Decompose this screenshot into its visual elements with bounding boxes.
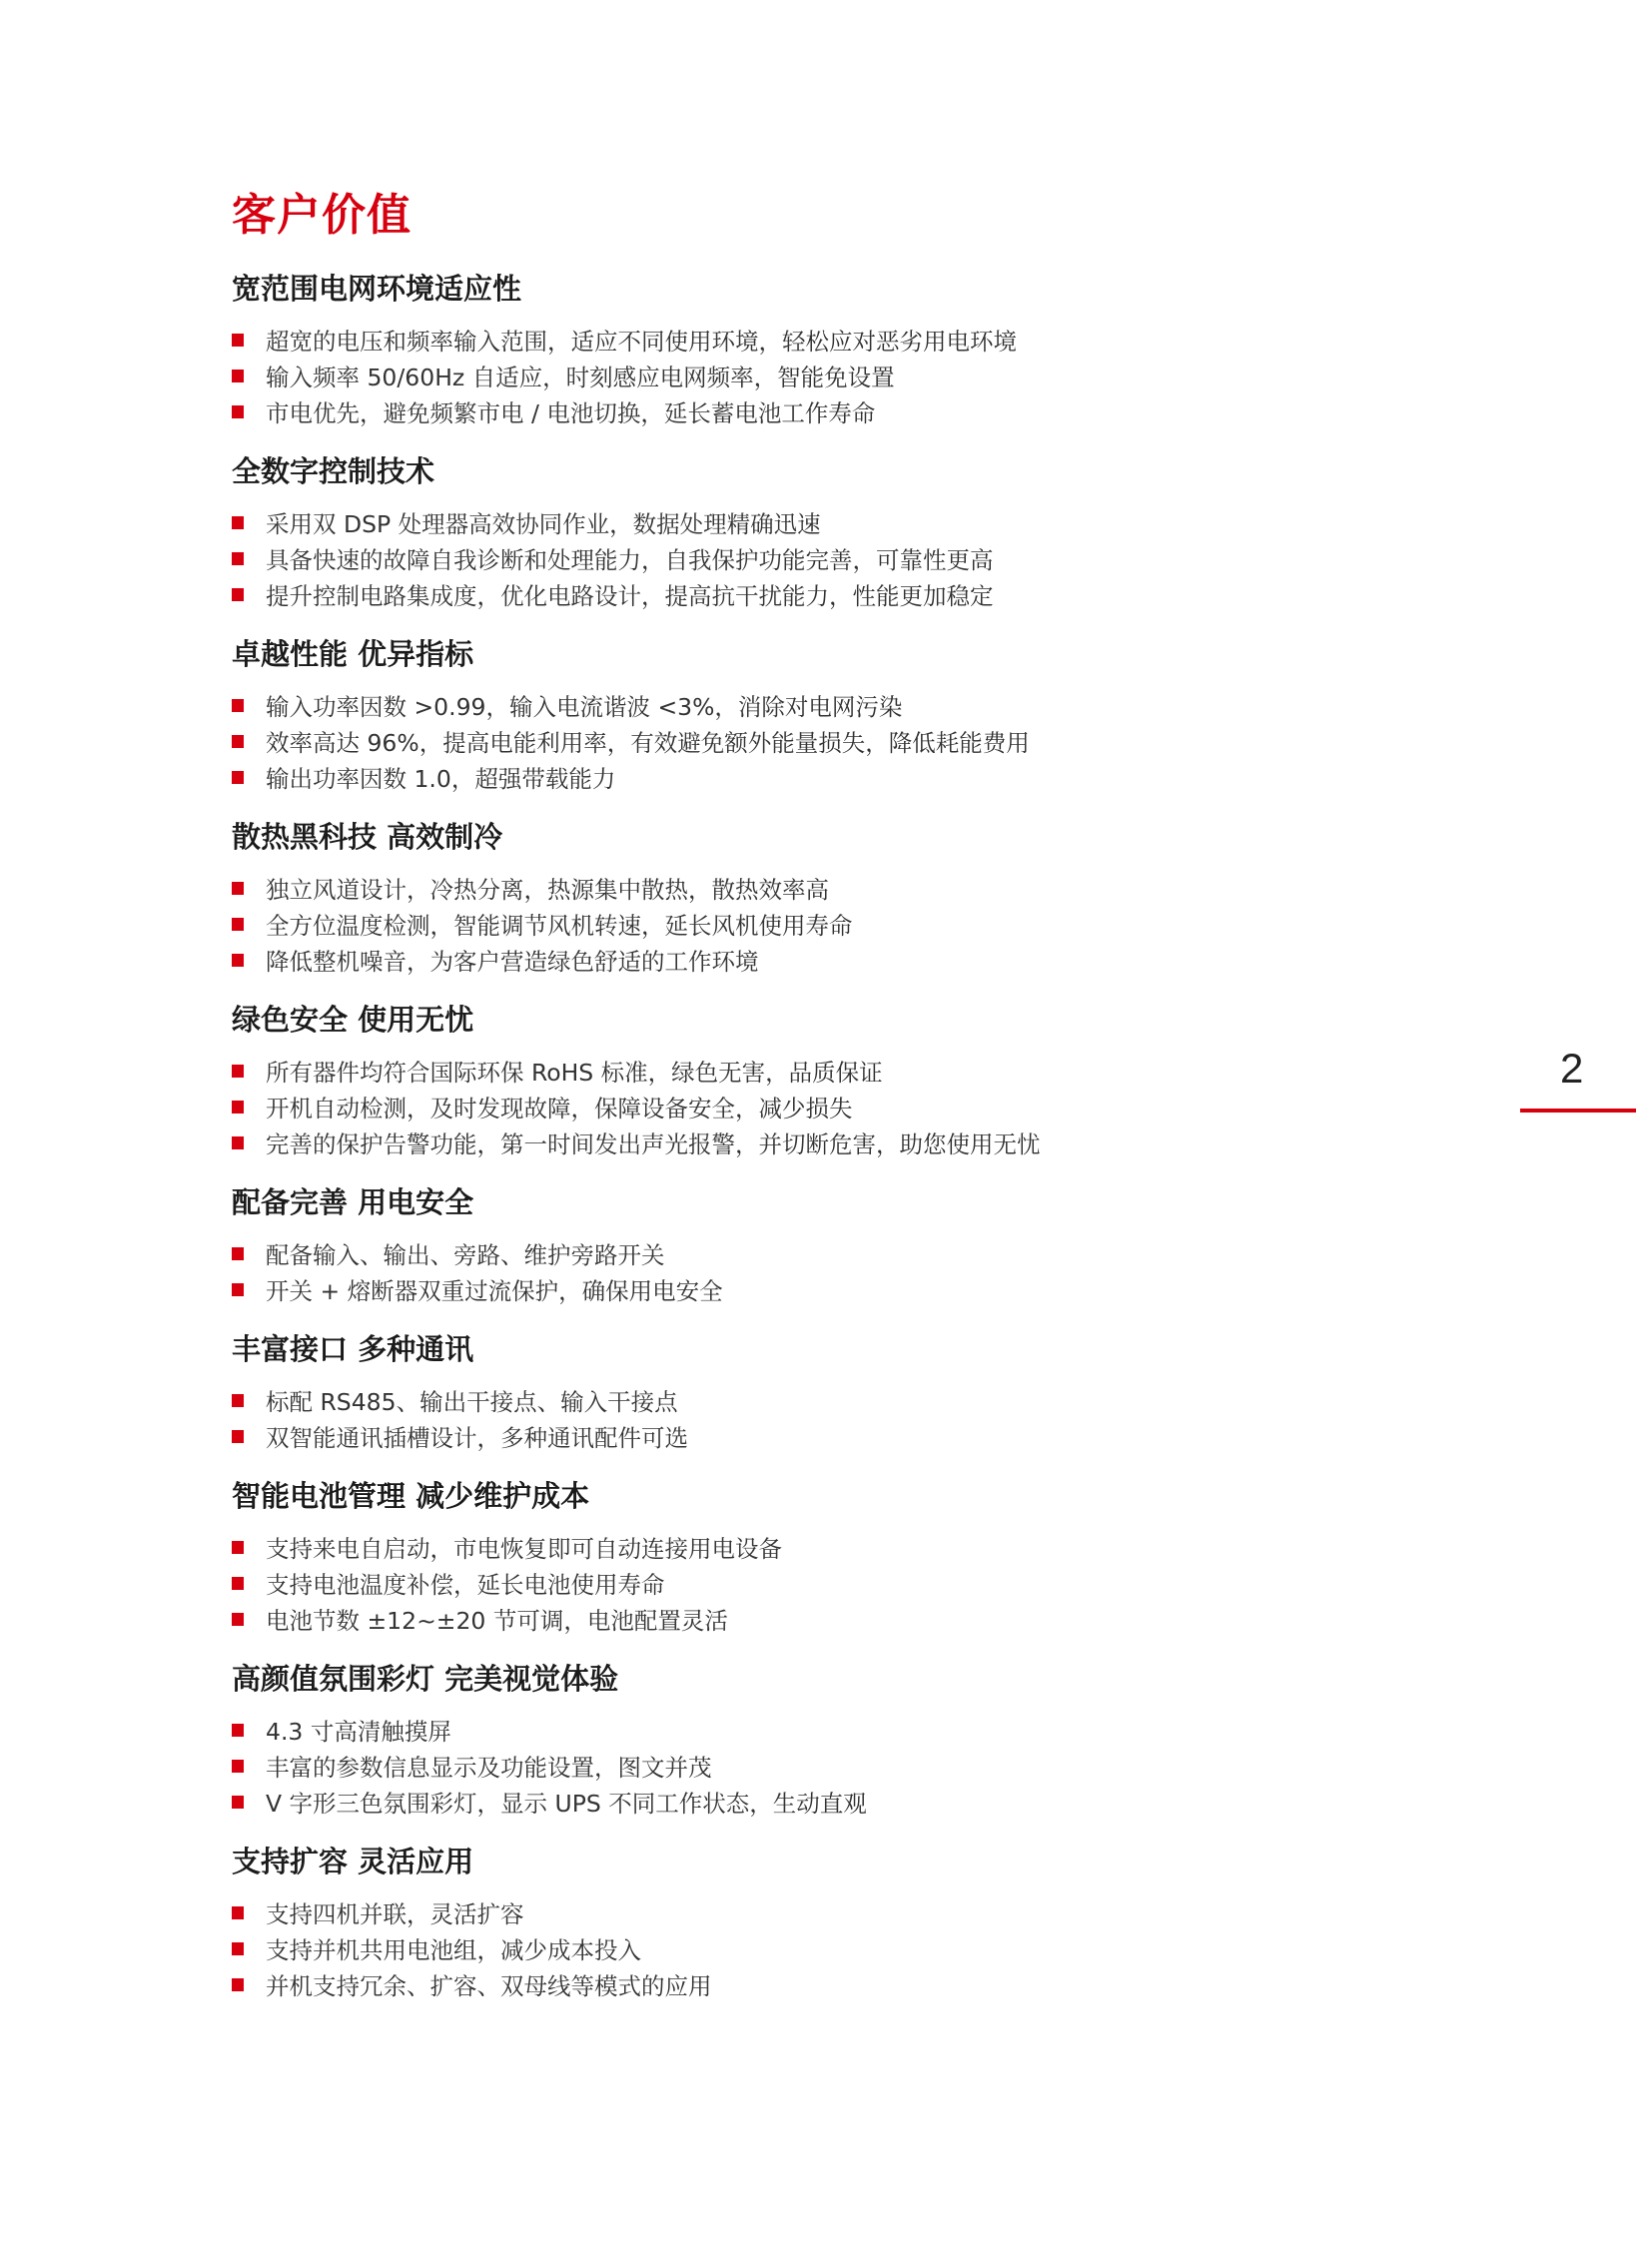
page-number: 2: [1560, 1045, 1584, 1092]
bullet-text: 效率高达 96%，提高电能利用率，有效避免额外能量损失，降低耗能费用: [266, 729, 1030, 757]
red-square-bullet-icon: [232, 516, 244, 529]
red-square-bullet-icon: [232, 735, 244, 748]
bullet-text: 丰富的参数信息显示及功能设置，图文并茂: [266, 1754, 712, 1782]
bullet-item: [232, 1053, 1380, 1089]
bullet-text: 支持来电自启动，市电恢复即可自动连接用电设备: [266, 1535, 782, 1563]
red-square-bullet-icon: [232, 1101, 244, 1114]
bullet-item: [232, 1382, 1380, 1418]
bullet-item: [232, 942, 1380, 978]
red-square-bullet-icon: [232, 1541, 244, 1554]
bullet-text: 标配 RS485、输出干接点、输入干接点: [266, 1388, 678, 1416]
red-square-bullet-icon: [232, 552, 244, 565]
section: [232, 451, 1380, 612]
red-square-bullet-icon: [232, 882, 244, 895]
red-square-bullet-icon: [232, 1942, 244, 1955]
bullet-text: 开机自动检测，及时发现故障，保障设备安全，减少损失: [266, 1095, 853, 1122]
section: [232, 269, 1380, 429]
bullet-item: [232, 906, 1380, 942]
section-heading: 宽范围电网环境适应性: [232, 272, 522, 306]
bullet-text: 采用双 DSP 处理器高效协同作业，数据处理精确迅速: [266, 510, 821, 538]
bullet-text: 具备快速的故障自我诊断和处理能力，自我保护功能完善，可靠性更高: [266, 546, 994, 574]
red-square-bullet-icon: [232, 1906, 244, 1919]
red-square-bullet-icon: [232, 1613, 244, 1626]
value-sections: [232, 269, 1380, 2024]
red-square-bullet-icon: [232, 1136, 244, 1149]
red-square-bullet-icon: [232, 1247, 244, 1260]
bullet-item: [232, 1565, 1380, 1601]
section: [232, 1000, 1380, 1160]
bullet-text: 提升控制电路集成度，优化电路设计，提高抗干扰能力，性能更加稳定: [266, 582, 994, 610]
red-square-bullet-icon: [232, 954, 244, 967]
section: [232, 1329, 1380, 1454]
page-number-underline: [1520, 1109, 1636, 1113]
red-square-bullet-icon: [232, 370, 244, 382]
bullet-item: [232, 540, 1380, 576]
bullet-item: [232, 1529, 1380, 1565]
bullet-text: 输出功率因数 1.0，超强带载能力: [266, 765, 616, 793]
bullet-text: 支持四机并联，灵活扩容: [266, 1900, 524, 1928]
bullet-item: [232, 759, 1380, 795]
red-square-bullet-icon: [232, 588, 244, 601]
bullet-item: [232, 687, 1380, 723]
bullet-text: 输入频率 50/60Hz 自适应，时刻感应电网频率，智能免设置: [266, 364, 895, 391]
bullet-text: 支持电池温度补偿，延长电池使用寿命: [266, 1571, 665, 1599]
red-square-bullet-icon: [232, 771, 244, 784]
section-heading: 配备完善 用电安全: [232, 1185, 474, 1219]
bullet-text: 全方位温度检测，智能调节风机转速，延长风机使用寿命: [266, 912, 853, 940]
bullet-item: [232, 723, 1380, 759]
bullet-item: [232, 1894, 1380, 1930]
section: [232, 1659, 1380, 1820]
bullet-item: [232, 358, 1380, 393]
section: [232, 817, 1380, 978]
bullet-item: [232, 393, 1380, 429]
red-square-bullet-icon: [232, 699, 244, 712]
bullet-item: [232, 1124, 1380, 1160]
red-square-bullet-icon: [232, 1065, 244, 1078]
bullet-item: [232, 1235, 1380, 1271]
bullet-text: 支持并机共用电池组，减少成本投入: [266, 1936, 641, 1964]
bullet-item: [232, 1089, 1380, 1124]
section-heading: 智能电池管理 减少维护成本: [232, 1479, 590, 1513]
red-square-bullet-icon: [232, 1394, 244, 1407]
bullet-item: [232, 1966, 1380, 2002]
bullet-text: 双智能通讯插槽设计，多种通讯配件可选: [266, 1424, 688, 1452]
section: [232, 1476, 1380, 1637]
bullet-text: 开关 + 熔断器双重过流保护，确保用电安全: [266, 1277, 723, 1305]
section: [232, 1842, 1380, 2002]
bullet-text: 市电优先，避免频繁市电 / 电池切换，延长蓄电池工作寿命: [266, 399, 876, 427]
red-square-bullet-icon: [232, 1760, 244, 1773]
bullet-item: [232, 1930, 1380, 1966]
bullet-text: 输入功率因数 >0.99，输入电流谐波 <3%，消除对电网污染: [266, 693, 903, 721]
red-square-bullet-icon: [232, 1577, 244, 1590]
red-square-bullet-icon: [232, 405, 244, 418]
bullet-text: 独立风道设计，冷热分离，热源集中散热，散热效率高: [266, 876, 829, 904]
bullet-item: [232, 322, 1380, 358]
section: [232, 634, 1380, 795]
bullet-item: [232, 1748, 1380, 1784]
bullet-item: [232, 1271, 1380, 1307]
bullet-item: [232, 1784, 1380, 1820]
section-heading: 支持扩容 灵活应用: [232, 1845, 474, 1878]
bullet-text: 降低整机噪音，为客户营造绿色舒适的工作环境: [266, 948, 759, 976]
bullet-item: [232, 576, 1380, 612]
section-heading: 全数字控制技术: [232, 454, 435, 488]
red-square-bullet-icon: [232, 1430, 244, 1443]
bullet-text: 所有器件均符合国际环保 RoHS 标准，绿色无害，品质保证: [266, 1059, 883, 1087]
page-title: 客户价值: [232, 190, 412, 241]
bullet-item: [232, 1601, 1380, 1637]
section: [232, 1182, 1380, 1307]
bullet-text: 完善的保护告警功能，第一时间发出声光报警，并切断危害，助您使用无忧: [266, 1130, 1041, 1158]
bullet-text: 4.3 寸高清触摸屏: [266, 1718, 451, 1746]
section-heading: 卓越性能 优异指标: [232, 637, 474, 671]
red-square-bullet-icon: [232, 1796, 244, 1809]
bullet-item: [232, 1418, 1380, 1454]
red-square-bullet-icon: [232, 334, 244, 347]
red-square-bullet-icon: [232, 1978, 244, 1991]
bullet-item: [232, 1712, 1380, 1748]
section-heading: 散热黑科技 高效制冷: [232, 820, 503, 854]
section-heading: 丰富接口 多种通讯: [232, 1332, 474, 1366]
section-heading: 高颜值氛围彩灯 完美视觉体验: [232, 1662, 619, 1696]
bullet-text: V 字形三色氛围彩灯，显示 UPS 不同工作状态，生动直观: [266, 1790, 867, 1818]
red-square-bullet-icon: [232, 918, 244, 931]
red-square-bullet-icon: [232, 1283, 244, 1296]
bullet-text: 电池节数 ±12~±20 节可调，电池配置灵活: [266, 1607, 728, 1635]
red-square-bullet-icon: [232, 1724, 244, 1737]
bullet-text: 超宽的电压和频率输入范围，适应不同使用环境，轻松应对恶劣用电环境: [266, 328, 1017, 356]
bullet-text: 配备输入、输出、旁路、维护旁路开关: [266, 1241, 665, 1269]
bullet-item: [232, 504, 1380, 540]
bullet-item: [232, 870, 1380, 906]
bullet-text: 并机支持冗余、扩容、双母线等模式的应用: [266, 1972, 712, 2000]
section-heading: 绿色安全 使用无忧: [232, 1003, 474, 1037]
